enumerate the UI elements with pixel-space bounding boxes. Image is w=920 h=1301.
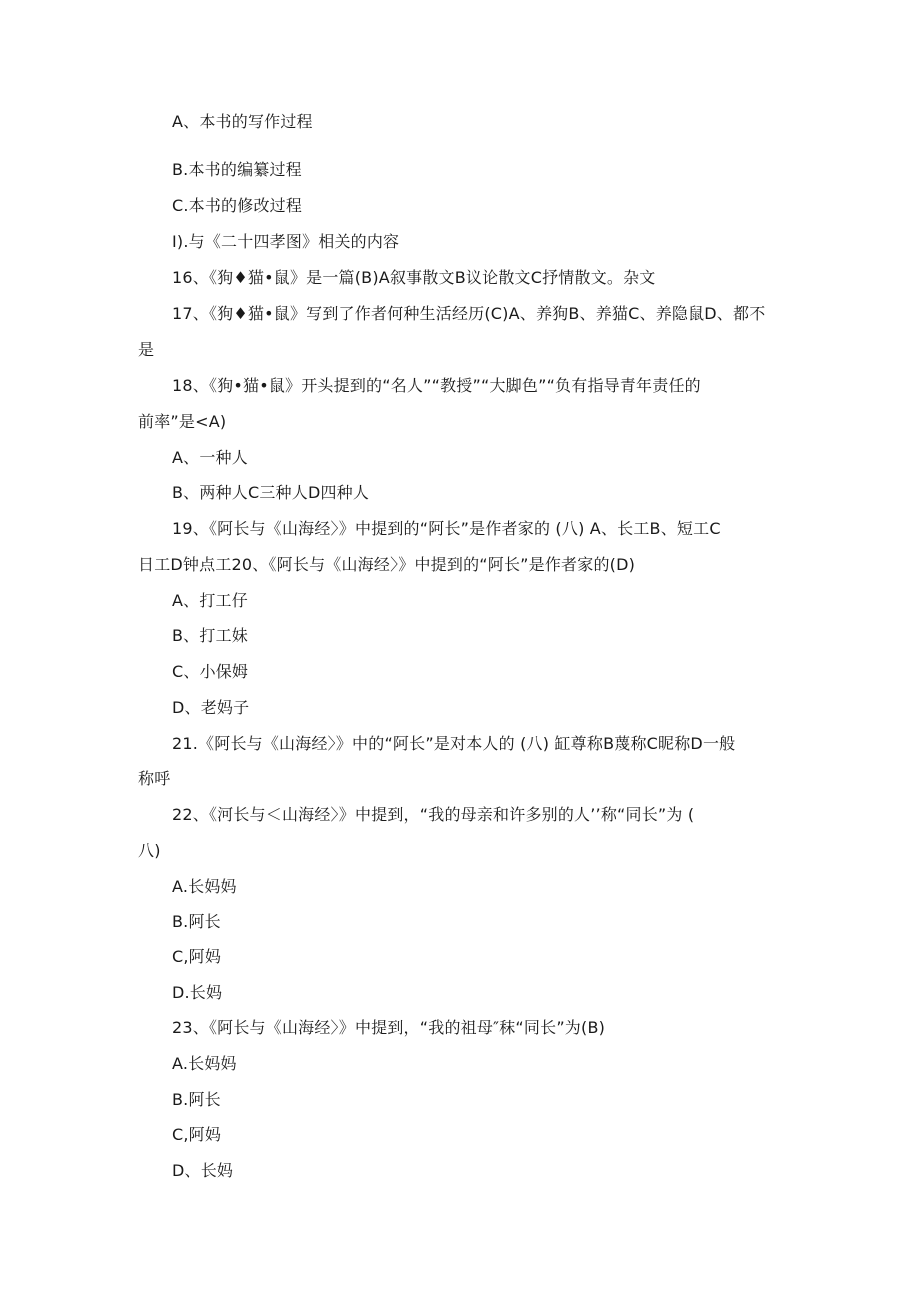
- question-22-option-a: A.长妈妈: [172, 877, 237, 896]
- question-17: 17、《狗♦猫•鼠》写到了作者何种生活经历(C)A、养狗B、养猫C、养隐鼠D、都不: [172, 304, 766, 323]
- question-18-option-a: A、一种人: [172, 448, 248, 467]
- question-23: 23、《阿长与《山海经〉》中提到，“我的祖母″秣“同长”为(B): [172, 1018, 606, 1037]
- question-23-option-b: B.阿长: [172, 1090, 221, 1109]
- question-18-continued: 前率”是<A): [138, 412, 227, 431]
- question-23-option-d: D、长妈: [172, 1161, 234, 1180]
- question-20-option-a: A、打工仔: [172, 591, 248, 610]
- option-b-compiling-process: B.本书的编纂过程: [172, 160, 302, 179]
- question-21: 21.《阿长与《山海经〉》中的“阿长”是对本人的 (八) 缸尊称B蔑称C昵称D一般: [172, 734, 736, 753]
- question-23-option-a: A.长妈妈: [172, 1054, 237, 1073]
- question-23-option-c: C,阿妈: [172, 1125, 222, 1144]
- option-a-writing-process: A、本书的写作过程: [172, 112, 313, 131]
- question-17-continued: 是: [138, 340, 155, 359]
- question-21-continued: 称呼: [138, 769, 171, 788]
- question-20-option-d: D、老妈子: [172, 698, 250, 717]
- question-22-option-b: B.阿长: [172, 912, 221, 931]
- question-22: 22、《河长与＜山海经〉》中提到，“我的母亲和许多别的人’’称“同长”为 (: [172, 805, 695, 824]
- option-c-revision-process: C.本书的修改过程: [172, 196, 303, 215]
- option-d-twenty-four-filial: I).与《二十四孝图》相关的内容: [172, 232, 400, 251]
- question-18-option-b: B、两种人C三种人D四种人: [172, 483, 370, 502]
- question-19: 19、《阿长与《山海经〉》中提到的“阿长”是作者家的 (八) A、长工B、短工C: [172, 519, 721, 538]
- question-22-option-d: D.长妈: [172, 983, 223, 1002]
- question-20-option-b: B、打工妹: [172, 626, 248, 645]
- question-18: 18、《狗•猫•鼠》开头提到的“名人”“教授”“大脚色”“负有指导青年责任的: [172, 376, 701, 395]
- question-22-continued: 八): [138, 841, 161, 860]
- question-19-continued-and-20: 日工D钟点工20、《阿长与《山海经〉》中提到的“阿长”是作者家的(D): [138, 555, 636, 574]
- question-20-option-c: C、小保姆: [172, 662, 249, 681]
- question-16: 16、《狗♦猫•鼠》是一篇(B)A叙事散文B议论散文C抒情散文。杂文: [172, 268, 656, 287]
- question-22-option-c: C,阿妈: [172, 947, 222, 966]
